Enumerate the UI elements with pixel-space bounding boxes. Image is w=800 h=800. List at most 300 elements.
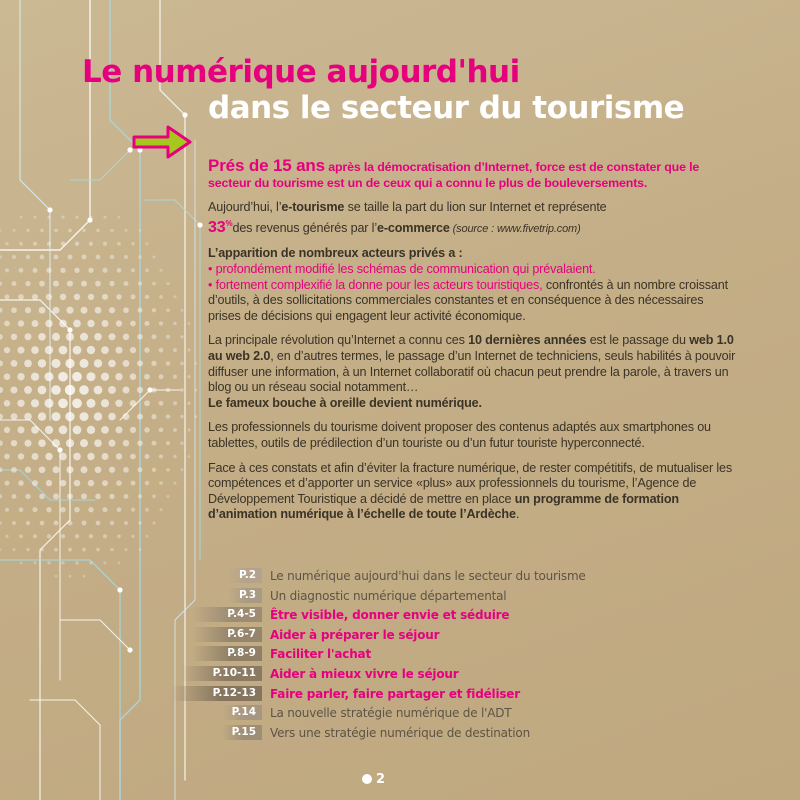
decorative-dot [104, 561, 107, 564]
p2-item-2-highlight: fortement complexifié la donne pour les acteurs touristiques, [212, 277, 543, 292]
decorative-dot [20, 216, 23, 219]
decorative-dot [52, 439, 60, 447]
decorative-dot [82, 548, 86, 552]
circuit-line [20, 0, 50, 420]
decorative-dot [180, 442, 183, 445]
decorative-dot [138, 281, 142, 285]
decorative-dot [80, 466, 87, 473]
decorative-dot [103, 242, 107, 246]
decorative-dot [11, 307, 17, 313]
decorative-dot [25, 467, 31, 473]
decorative-dot [45, 426, 53, 434]
decorative-dot [51, 412, 60, 421]
decorative-dot [123, 467, 129, 473]
decorative-dot [159, 454, 163, 458]
decorative-dot [0, 494, 2, 498]
decorative-dot [130, 347, 136, 353]
toc-page-badge: P.3 [228, 588, 262, 603]
decorative-dot [24, 360, 32, 368]
decorative-dot [131, 242, 134, 245]
decorative-dot [75, 242, 79, 246]
decorative-dot [101, 373, 109, 381]
p1-term-e-tourisme: e-tourisme [281, 200, 345, 215]
decorative-dot [116, 294, 122, 300]
decorative-dot [0, 229, 1, 232]
decorative-dot [40, 229, 44, 233]
decorative-dot [61, 561, 64, 564]
decorative-dot [46, 294, 52, 300]
decorative-dot [180, 335, 183, 338]
decorative-dot [65, 359, 74, 368]
decorative-dot [124, 229, 127, 232]
decorative-dot [45, 453, 52, 460]
decorative-dot [68, 255, 73, 260]
decorative-dot [82, 255, 87, 260]
decorative-dot [131, 535, 134, 538]
decorative-dot [26, 521, 30, 525]
decorative-dot [32, 268, 37, 273]
decorative-dot [144, 400, 150, 406]
bullet-icon: • [208, 277, 213, 292]
decorative-dot [12, 494, 17, 499]
decorative-dot [109, 281, 114, 286]
toc-item[interactable] [0, 705, 800, 721]
toc-page-badge: P.8-9 [192, 646, 262, 661]
circuit-line [145, 200, 200, 560]
p1-term-e-commerce: e-commerce [376, 220, 450, 235]
decorative-dot [159, 374, 164, 379]
toc-page-badge: P.15 [222, 725, 262, 740]
decorative-dot [40, 521, 45, 526]
decorative-dot [45, 320, 52, 327]
paragraph-web-2 [208, 333, 736, 411]
decorative-dot [44, 372, 53, 381]
decorative-dot [12, 521, 16, 525]
decorative-dot [118, 216, 121, 219]
decorative-dot [146, 535, 149, 538]
decorative-dot [66, 439, 74, 447]
decorative-dot [144, 374, 150, 380]
decorative-dot [47, 242, 51, 246]
decorative-dot [180, 415, 184, 419]
decorative-dot [61, 242, 65, 246]
decorative-dot [87, 426, 95, 434]
p1-source: (source : www.fivetrip.com) [449, 222, 581, 235]
page-number [362, 770, 385, 788]
toc-item[interactable] [0, 588, 800, 604]
decorative-dot [187, 375, 190, 378]
decorative-dot [115, 373, 122, 380]
decorative-dot [95, 307, 102, 314]
decorative-dot [74, 507, 79, 512]
decorative-dot [31, 426, 39, 434]
decorative-dot [4, 454, 10, 460]
decorative-dot [173, 375, 177, 379]
decorative-dot [4, 481, 9, 486]
decorative-dot [102, 507, 107, 512]
p1-text-a: Aujourd’hui, l’ [208, 200, 282, 215]
decorative-dot [5, 535, 8, 538]
decorative-dot [45, 346, 53, 354]
decorative-dot [187, 349, 190, 352]
decorative-dot [181, 309, 184, 312]
decorative-dot [102, 320, 109, 327]
decorative-dot [124, 255, 128, 259]
decorative-dot [44, 399, 53, 408]
decorative-dot [17, 426, 24, 433]
decorative-dot [68, 548, 72, 552]
decorative-dot [152, 468, 156, 472]
decorative-dot [32, 480, 38, 486]
decorative-dot [159, 295, 163, 299]
decorative-dot [137, 440, 143, 446]
decorative-dot [130, 454, 136, 460]
decorative-dot [80, 439, 88, 447]
decorative-dot [18, 294, 24, 300]
decorative-dot [52, 307, 59, 314]
decorative-dot [47, 534, 51, 538]
decorative-dot [20, 562, 23, 565]
decorative-dot [4, 400, 11, 407]
decorative-dot [39, 466, 46, 473]
decorative-dot [117, 268, 122, 273]
decorative-dot [0, 467, 3, 472]
decorative-dot [19, 534, 23, 538]
decorative-dot [116, 480, 122, 486]
decorative-dot [108, 333, 115, 340]
decorative-dot [117, 507, 122, 512]
decorative-dot [12, 548, 15, 551]
decorative-dot [4, 294, 9, 299]
decorative-dot [195, 389, 198, 392]
decorative-dot [60, 268, 65, 273]
decorative-dot [139, 229, 142, 232]
decorative-dot [72, 398, 82, 408]
decorative-dot [79, 359, 88, 368]
decorative-dot [19, 242, 23, 246]
decorative-dot [11, 413, 18, 420]
decorative-dot [60, 480, 67, 487]
decorative-dot [40, 548, 44, 552]
decorative-dot [103, 534, 107, 538]
decorative-dot [31, 373, 39, 381]
article-body [208, 158, 736, 532]
decorative-dot [94, 439, 102, 447]
decorative-dot [159, 269, 162, 272]
toc-label: Faciliter l'achat [270, 647, 371, 662]
decorative-dot [34, 561, 37, 564]
decorative-dot [86, 372, 95, 381]
decorative-dot [79, 385, 89, 395]
decorative-dot [130, 481, 135, 486]
decorative-dot [24, 413, 32, 421]
toc-page-badge: P.14 [222, 705, 262, 720]
decorative-dot [110, 521, 114, 525]
p3-text-e: , en d’autres termes, le passage d’un Internet de techniciens, seuls habilités à pouvoir diffuser une information, à un Internet collaboratif où chacun peut prendre la parole, à travers un blog ou un réseau social notamment… [208, 348, 736, 395]
decorative-dot [109, 467, 115, 473]
decorative-dot [180, 362, 184, 366]
decorative-dot [52, 466, 59, 473]
circuit-line [0, 0, 90, 250]
decorative-dot [95, 281, 101, 287]
decorative-dot [166, 495, 169, 498]
decorative-dot [131, 268, 135, 272]
decorative-dot [24, 440, 31, 447]
decorative-dot [88, 507, 93, 512]
paragraph-acteurs-prives [208, 246, 736, 324]
decorative-dot [144, 454, 149, 459]
decorative-dot [0, 334, 3, 340]
decorative-dot [173, 482, 176, 485]
decorative-dot [59, 426, 68, 435]
decorative-dot [123, 334, 129, 340]
decorative-dot [54, 521, 59, 526]
decorative-dot [146, 242, 149, 245]
decorative-dot [138, 255, 142, 259]
decorative-dot [12, 255, 16, 259]
decorative-dot [122, 386, 129, 393]
decorative-dot [0, 308, 3, 313]
decorative-dot [40, 255, 45, 260]
decorative-dot [153, 256, 156, 259]
decorative-dot [38, 439, 46, 447]
decorative-dot [60, 294, 67, 301]
decorative-dot [108, 440, 115, 447]
decorative-dot [58, 372, 68, 382]
decorative-dot [88, 480, 94, 486]
p1-text-f: des revenus générés par l’ [232, 220, 377, 235]
decorative-dot [102, 294, 108, 300]
decorative-dot [46, 480, 52, 486]
decorative-dot [110, 255, 114, 259]
decorative-dot [118, 562, 121, 565]
p3-conclusion: Le fameux bouche à oreille devient numérique. [208, 395, 482, 410]
decorative-dot [159, 481, 163, 485]
decorative-dot [123, 307, 129, 313]
circuit-node [182, 112, 187, 117]
decorative-dot [153, 522, 156, 525]
decorative-dot [73, 453, 81, 461]
decorative-dot [0, 360, 3, 366]
decorative-dot [59, 453, 67, 461]
p5-programme: un programme de formation d’animation numérique à l’échelle de toute l’Ardèche [208, 491, 679, 522]
decorative-dot [65, 412, 74, 421]
decorative-dot [137, 467, 142, 472]
circuit-node [47, 207, 52, 212]
decorative-dot [166, 308, 170, 312]
decorative-dot [67, 281, 73, 287]
decorative-dot [25, 494, 30, 499]
decorative-dot [110, 229, 113, 232]
decorative-dot [87, 346, 95, 354]
decorative-dot [108, 360, 116, 368]
decorative-dot [124, 281, 129, 286]
decorative-dot [38, 359, 46, 367]
decorative-dot [130, 400, 137, 407]
decorative-dot [5, 508, 9, 512]
decorative-dot [17, 373, 24, 380]
decorative-dot [144, 427, 150, 433]
decorative-dot [101, 426, 109, 434]
decorative-dot [60, 507, 65, 512]
toc-item[interactable] [0, 686, 800, 702]
toc-item[interactable] [0, 725, 800, 741]
decorative-dot [12, 229, 15, 232]
decorative-dot [195, 415, 198, 418]
decorative-dot [58, 398, 68, 408]
decorative-dot [166, 361, 170, 365]
decorative-dot [173, 455, 177, 459]
decorative-dot [115, 426, 122, 433]
decorative-dot [181, 468, 184, 471]
decorative-dot [73, 320, 81, 328]
toc-item[interactable] [0, 568, 800, 584]
decorative-dot [109, 307, 115, 313]
p1-percent-sign: % [225, 218, 233, 228]
decorative-dot [81, 493, 87, 499]
decorative-dot [5, 268, 9, 272]
decorative-dot [123, 360, 130, 367]
decorative-dot [95, 466, 102, 473]
decorative-dot [66, 466, 73, 473]
decorative-dot [0, 281, 2, 285]
decorative-dot [87, 320, 94, 327]
decorative-dot [46, 268, 51, 273]
toc-item[interactable] [0, 627, 800, 643]
toc-item[interactable] [0, 607, 800, 623]
decorative-dot [79, 412, 88, 421]
decorative-dot [38, 386, 47, 395]
decorative-dot [152, 334, 157, 339]
decorative-dot [152, 495, 156, 499]
decorative-dot [96, 229, 100, 233]
decorative-dot [54, 229, 58, 233]
circuit-node [197, 222, 202, 227]
intro-text: après la démocratisation d’Internet, force est de constater que le secteur du tourisme est un de ceux qui a connu le plus de bouleversements. [208, 160, 700, 190]
decorative-dot [89, 561, 92, 564]
toc-page-badge: P.6-7 [192, 627, 262, 642]
paragraph-programme [208, 461, 736, 523]
decorative-dot [26, 548, 29, 551]
decorative-dot [25, 281, 30, 286]
toc-item[interactable] [0, 666, 800, 682]
toc-label: Faire parler, faire partager et fidéliser [270, 686, 520, 701]
circuit-node [67, 327, 72, 332]
decorative-dot [117, 534, 121, 538]
decorative-dot [33, 242, 37, 246]
decorative-dot [166, 282, 169, 285]
decorative-dot [89, 242, 93, 246]
decorative-dot [0, 255, 2, 259]
decorative-dot [166, 441, 170, 445]
decorative-dot [80, 333, 88, 341]
decorative-dot [88, 294, 94, 300]
decorative-dot [94, 333, 102, 341]
p1-percent-value: 33 [208, 218, 226, 236]
decorative-dot [145, 268, 149, 272]
decorative-dot [96, 521, 101, 526]
decorative-dot [38, 412, 46, 420]
decorative-dot [94, 359, 102, 367]
decorative-dot [52, 333, 60, 341]
p3-text-a: La principale révolution qu’Internet a connu ces [208, 333, 469, 348]
decorative-dot [137, 414, 143, 420]
decorative-dot [130, 427, 136, 433]
decorative-dot [102, 453, 109, 460]
decorative-dot [130, 321, 136, 327]
decorative-dot [166, 414, 170, 418]
decorative-dot [152, 308, 156, 312]
decorative-dot [73, 426, 82, 435]
decorative-dot [110, 548, 113, 551]
p5-text-c: . [515, 507, 520, 522]
decorative-dot [66, 307, 73, 314]
toc-label: Le numérique aujourd'hui dans le secteur du tourisme [270, 569, 586, 583]
p3-text-c: est le passage du [586, 333, 690, 348]
green-arrow-icon [128, 120, 200, 164]
decorative-dot [138, 494, 142, 498]
decorative-dot [151, 414, 156, 419]
decorative-dot [130, 373, 137, 380]
decorative-dot [11, 334, 17, 340]
decorative-dot [108, 413, 116, 421]
intro-paragraph [208, 158, 736, 191]
p3-bold-d: web 1.0 au web 2.0 [208, 333, 734, 363]
decorative-dot [0, 440, 3, 446]
toc-item[interactable] [0, 646, 800, 662]
decorative-dot [11, 360, 18, 367]
decorative-dot [5, 242, 8, 245]
decorative-dot [67, 493, 73, 499]
decorative-dot [94, 412, 102, 420]
decorative-dot [59, 346, 68, 355]
decorative-dot [95, 494, 101, 500]
decorative-dot [159, 401, 164, 406]
decorative-dot [4, 347, 10, 353]
decorative-dot [53, 493, 59, 499]
decorative-dot [137, 334, 143, 340]
decorative-dot [145, 508, 149, 512]
decorative-dot [124, 521, 128, 525]
decorative-dot [101, 346, 109, 354]
decorative-dot [123, 440, 129, 446]
decorative-dot [138, 521, 142, 525]
decorative-dot [173, 348, 177, 352]
toc-page-badge: P.2 [228, 568, 262, 583]
decorative-dot [166, 468, 170, 472]
decorative-dot [109, 494, 114, 499]
bullet-icon: • [208, 261, 213, 276]
decorative-dot [26, 255, 30, 259]
decorative-dot [137, 387, 143, 393]
decorative-dot [188, 455, 191, 458]
decorative-dot [173, 295, 176, 298]
decorative-dot [81, 281, 87, 287]
decorative-dot [61, 215, 64, 218]
toc-page-badge: P.4-5 [192, 607, 262, 622]
decorative-dot [24, 386, 32, 394]
decorative-dot [152, 282, 156, 286]
decorative-dot [116, 453, 122, 459]
decorative-dot [34, 216, 37, 219]
decorative-dot [86, 399, 95, 408]
decorative-dot [159, 348, 164, 353]
decorative-dot [137, 360, 143, 366]
decorative-dot [61, 534, 65, 538]
decorative-dot [116, 320, 122, 326]
paragraph-smartphones: Les professionnels du tourisme doivent proposer des contenus adaptés aux smartphones ou tablettes, outils de prédilection d’un touriste ou d’un futur touriste hyperconnecté. [208, 420, 711, 450]
decorative-dot [4, 427, 10, 433]
